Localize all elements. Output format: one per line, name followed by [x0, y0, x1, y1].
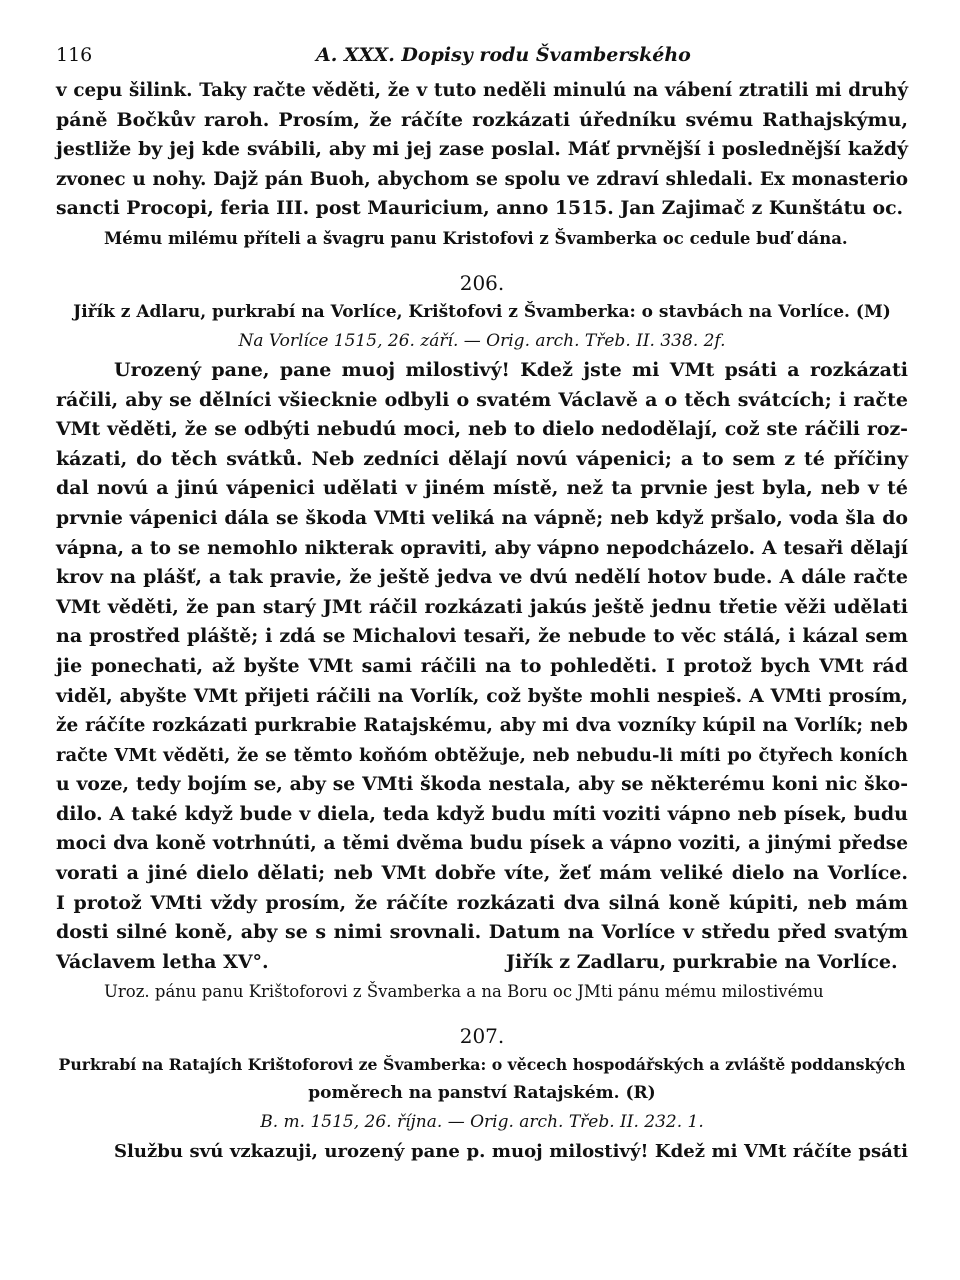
text-line: Urozený pane, pane muoj milostivý! Kdež jste mi VMt psáti a rozkázati — [114, 358, 908, 381]
text-line: račte VMt věděti, že se těmto koňóm obtěžuje, neb nebudu-li míti po čtyřech koních — [56, 744, 908, 766]
text-line: páně Bočkův raroh. Prosím, že ráčíte rozkázati úředníku svému Rathajskýmu, — [56, 108, 908, 131]
document-summary-continued: poměrech na panství Ratajském. (R) — [308, 1083, 656, 1104]
text-line: krov na plášť, a tak pravie, že ještě jedva ve dvú nedělí hotov bude. A dále račte — [56, 566, 908, 589]
text-line: zvonec u nohy. Dajž pán Buoh, abychom se spolu ve zdraví shledali. Ex monasterio — [56, 168, 908, 190]
text-line: ráčili, aby se dělníci všiecknie odbyli o svatém Václavě a o těch svátcích; i račte — [56, 388, 908, 411]
text-line: prvnie vápenici dála se škoda VMti veliká na vápně; neb když pršalo, voda šla do — [56, 506, 908, 529]
text-line: dilo. A také když bude v diela, teda když budu míti voziti vápno neb písek, budu — [56, 802, 908, 825]
letter-206 — [56, 268, 908, 1007]
text-line: že ráčíte rozkázati purkrabie Ratajskému, aby mi dva vozníky kúpil na Vorlík; neb — [56, 715, 908, 737]
text-line: dal novú a jinú vápenici udělati v jiném místě, než ta prvnie jest byla, neb v té — [56, 477, 908, 500]
letter-207 — [56, 1021, 908, 1167]
closing-line — [56, 948, 908, 978]
text-line: kázati, do těch svátků. Neb zedníci dělají novú vápenici; a to sem z té příčiny — [56, 447, 908, 470]
text-line: jie ponechati, až byšte VMt sami ráčili na to pohleděti. I protož bych VMt rád — [56, 654, 908, 677]
text-line: vápna, a to se nemohlo nikterak opraviti, aby vápno nepodcházelo. A tesaři dělají — [56, 536, 908, 559]
running-title: A. XXX. Dopisy rodu Švamberského — [316, 44, 691, 66]
text-line: VMt věděti, že se odbýti nebudú moci, neb to dielo nedodělají, což ste ráčili roz- — [56, 418, 908, 441]
text-line: na prostřed pláště; i zdá se Michalovi tesaři, že nebude to věc stálá, i kázal sem — [56, 625, 908, 648]
document-number: 207. — [459, 1024, 505, 1049]
signature: Jiřík z Zadlaru, purkrabie na Vorlíce. — [506, 950, 898, 973]
letter-206-body — [56, 356, 908, 977]
text-line: viděl, abyšte VMt přijeti ráčili na Vorlík, což byšte mohli nespieš. A VMti prosím, — [56, 684, 908, 707]
letter-205-tail — [56, 76, 908, 254]
text-line: dosti silné koně, aby se s nimi srovnali. Datum na Vorlíce v středu před svatým — [56, 921, 908, 944]
text-line: u voze, tedy bojím se, aby se VMti škoda nestala, aby se některému koni nic ško- — [56, 773, 908, 796]
text-line: Službu svú vzkazuji, urozený pane p. muoj milostivý! Kdež mi VMt ráčíte psáti — [114, 1141, 908, 1163]
text-line: v cepu šilink. Taky račte věděti, že v tuto neděli minulú na vábení ztratili mi druhý — [56, 80, 908, 101]
document-summary: Purkrabí na Ratajích Krištoforovi ze Švamberka: o věcech hospodářských a zvláště poddanských — [58, 1055, 906, 1075]
document-source: B. m. 1515, 26. října. — Orig. arch. Třeb. II. 232. 1. — [260, 1112, 704, 1133]
letter-206-address: Uroz. pánu panu Krištoforovi z Švamberka a na Boru oc JMti pánu mému milostivému — [104, 982, 824, 1002]
text-line: VMt věděti, že pan starý JMt ráčil rozkázati jakús ještě jednu třetie věži udělati — [56, 595, 908, 618]
document-number: 206. — [459, 270, 505, 295]
letter-205-address: Mému milému příteli a švagru panu Kristofovi z Švamberka oc cedule buď dána. — [104, 228, 848, 248]
running-head — [56, 40, 908, 76]
text-line: vorati a jiné dielo dělati; neb VMt dobře víte, žeť mám veliké dielo na Vorlíce. — [56, 862, 908, 885]
document-summary: Jiřík z Adlaru, purkrabí na Vorlíce, Krištofovi z Švamberka: o stavbách na Vorlíce. (M) — [73, 301, 891, 322]
text-line: moci dva koně votrhnúti, a těmi dvěma budu písek a vápno voziti, a jinými předse — [56, 833, 908, 855]
text-line: I protož VMti vždy prosím, že ráčíte rozkázati dva silná koně kúpiti, neb mám — [56, 891, 908, 914]
page-number: 116 — [56, 44, 93, 66]
text-line: jestliže by jej kde svábili, aby mi jej zase poslal. Máť prvnější i poslednější každý — [56, 138, 908, 161]
document-source: Na Vorlíce 1515, 26. září. — Orig. arch. Třeb. II. 338. 2f. — [238, 330, 726, 351]
text-line: sancti Procopi, feria III. post Mauricium, anno 1515. Jan Zajimač z Kunštátu oc. — [56, 197, 904, 220]
page — [56, 40, 908, 1167]
closing-date: Václavem letha XV°. — [56, 950, 269, 973]
